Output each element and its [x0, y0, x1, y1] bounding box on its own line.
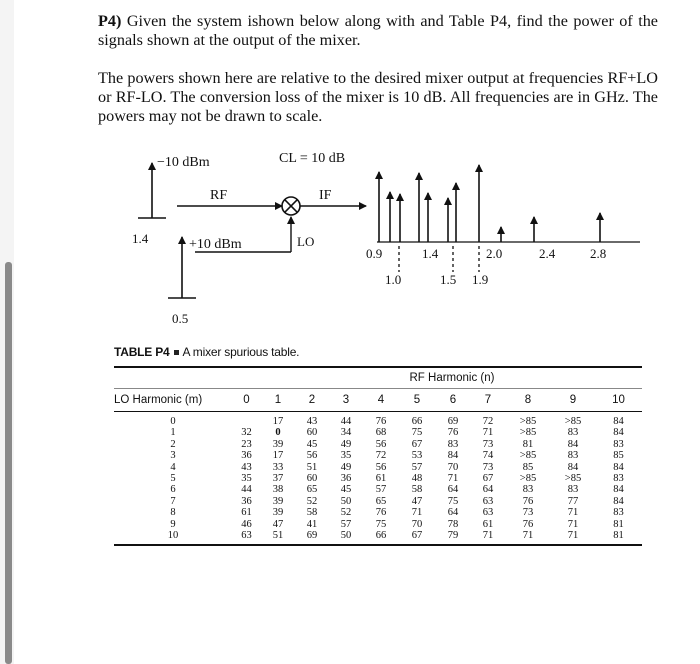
- freq-label-top: 2.0: [486, 246, 503, 261]
- freq-label-top: 2.4: [539, 246, 556, 261]
- table-row: [114, 412, 642, 428]
- spur-value-cell: 71: [471, 530, 505, 545]
- spur-value-cell: 32: [241, 427, 252, 439]
- spur-value-cell: 83: [613, 438, 624, 450]
- lo-harmonic-cell: 6: [170, 484, 176, 496]
- spur-value-cell: 81: [595, 530, 642, 545]
- spur-value-cell: 65: [375, 495, 387, 507]
- spur-value-cell: 57: [411, 461, 423, 473]
- spur-value-cell: 71: [411, 507, 423, 519]
- spur-value-cell: >85: [519, 416, 537, 427]
- rf-harmonic-col-header: 7: [471, 389, 505, 412]
- lo-harmonic-header: LO Harmonic (m): [114, 389, 232, 412]
- spur-value-cell: >85: [519, 473, 537, 485]
- table-row: [114, 427, 642, 438]
- spur-value-cell: 67: [482, 473, 494, 485]
- lo-harmonic-cell: 3: [170, 450, 176, 462]
- rf-harmonic-col-header: 2: [295, 389, 329, 412]
- spur-value-cell: 53: [411, 450, 423, 462]
- spur-value-cell: 77: [567, 495, 579, 507]
- rf-harmonic-col-header: 8: [505, 389, 551, 412]
- lo-source: [168, 237, 242, 326]
- lo-harmonic-cell: 5: [170, 473, 176, 485]
- spur-value-cell: 73: [482, 461, 494, 473]
- rf-harmonic-col-header: 1: [261, 389, 295, 412]
- lo-harmonic-cell: 7: [170, 495, 176, 507]
- spur-value-cell: 17: [272, 450, 284, 462]
- spur-value-cell: 36: [340, 473, 352, 485]
- rf-power-label: −10 dBm: [157, 155, 210, 170]
- spur-value-cell: 44: [340, 416, 352, 427]
- rf-harmonic-col-header: 4: [363, 389, 399, 412]
- spur-value-cell: [232, 412, 261, 428]
- spur-value-cell: 81: [613, 518, 624, 530]
- spur-value-cell: 68: [375, 427, 387, 439]
- table-row: [114, 496, 642, 507]
- spur-value-cell: 44: [241, 484, 252, 496]
- spur-value-cell: 72: [375, 450, 387, 462]
- spur-value-cell: 34: [340, 427, 352, 439]
- rf-freq-label: 1.4: [132, 231, 149, 246]
- spur-value-cell: 72: [482, 416, 494, 427]
- spur-value-cell: 83: [613, 473, 624, 485]
- spur-value-cell: 83: [447, 438, 459, 450]
- spur-value-cell: 23: [241, 438, 252, 450]
- spur-value-cell: 50: [329, 530, 363, 545]
- spur-value-cell: 84: [447, 450, 459, 462]
- spur-value-cell: 69: [447, 416, 459, 427]
- mixer-spurious-table: [114, 366, 642, 546]
- spur-value-cell: 39: [272, 495, 284, 507]
- freq-label-top: 0.9: [366, 246, 383, 261]
- spur-value-cell: 67: [399, 530, 435, 545]
- spur-value-cell: 74: [482, 450, 494, 462]
- spur-value-cell: 61: [241, 507, 252, 519]
- freq-label-top: 1.4: [422, 246, 439, 261]
- spur-value-cell: 43: [241, 461, 252, 473]
- table-row: [114, 439, 642, 450]
- spur-value-cell: 56: [375, 438, 387, 450]
- spur-value-cell: 83: [567, 450, 579, 462]
- spur-value-cell: 76: [522, 518, 534, 530]
- spur-value-cell: 75: [375, 518, 387, 530]
- spur-value-cell: 45: [340, 484, 352, 496]
- mixer-symbol: [282, 197, 300, 215]
- spur-value-cell: 50: [340, 495, 352, 507]
- spur-value-cell: 58: [411, 484, 423, 496]
- rf-harmonic-header: RF Harmonic (n): [232, 367, 642, 389]
- spur-value-cell: 73: [482, 438, 494, 450]
- spur-value-cell: 0: [275, 427, 281, 439]
- freq-label-bottom: 1.9: [472, 272, 489, 287]
- spur-value-cell: 83: [567, 427, 579, 439]
- spur-value-cell: 85: [522, 461, 534, 473]
- spur-value-cell: 66: [411, 416, 423, 427]
- spur-value-cell: 71: [447, 473, 459, 485]
- rf-harmonic-col-header: 0: [232, 389, 261, 412]
- spur-value-cell: 41: [306, 518, 318, 530]
- spur-value-cell: 67: [411, 438, 423, 450]
- lo-power-label: +10 dBm: [189, 237, 242, 252]
- spur-value-cell: >85: [564, 473, 582, 485]
- spur-value-cell: >85: [519, 450, 537, 462]
- lo-harmonic-cell: 0: [170, 416, 176, 427]
- if-port-label: IF: [319, 188, 332, 203]
- spur-value-cell: 47: [272, 518, 284, 530]
- lo-harmonic-cell: 8: [170, 507, 176, 519]
- spur-value-cell: 71: [505, 530, 551, 545]
- spur-value-cell: 52: [306, 495, 318, 507]
- spur-value-cell: 69: [295, 530, 329, 545]
- freq-label-top: 2.8: [590, 246, 607, 261]
- rf-source: [132, 155, 210, 246]
- spur-value-cell: 84: [613, 484, 624, 496]
- spur-value-cell: 51: [261, 530, 295, 545]
- spur-value-cell: 81: [522, 438, 534, 450]
- rf-harmonic-col-header: 5: [399, 389, 435, 412]
- spur-value-cell: 84: [613, 427, 624, 439]
- table-row: [114, 462, 642, 473]
- table-caption: [114, 345, 299, 359]
- spur-value-cell: 61: [375, 473, 387, 485]
- lo-harmonic-cell: 2: [170, 438, 176, 450]
- problem-text: Given the system ishown below along with and Table P4, find the power of the signals shown at the output of the mixer.: [98, 12, 658, 49]
- spur-value-cell: 46: [241, 518, 252, 530]
- spur-value-cell: 52: [340, 507, 352, 519]
- spur-value-cell: 38: [272, 484, 284, 496]
- spur-value-cell: 37: [272, 473, 284, 485]
- spur-value-cell: 56: [306, 450, 318, 462]
- spur-value-cell: 39: [272, 507, 284, 519]
- spur-value-cell: 45: [306, 438, 318, 450]
- spur-value-cell: 63: [482, 507, 494, 519]
- conversion-loss-label: CL = 10 dB: [279, 151, 346, 166]
- spur-value-cell: 75: [411, 427, 423, 439]
- spur-value-cell: 84: [567, 438, 579, 450]
- spur-value-cell: 65: [306, 484, 318, 496]
- spur-value-cell: 64: [447, 484, 459, 496]
- spur-value-cell: 83: [613, 507, 624, 519]
- spur-value-cell: 71: [551, 530, 595, 545]
- spur-value-cell: 48: [411, 473, 423, 485]
- spur-value-cell: 71: [482, 427, 494, 439]
- table-row: [114, 484, 642, 495]
- spur-value-cell: 84: [613, 416, 624, 427]
- spur-value-cell: 49: [340, 438, 352, 450]
- spur-value-cell: 39: [272, 438, 284, 450]
- document-page: [14, 0, 700, 664]
- lo-port-label: LO: [297, 234, 315, 249]
- spur-value-cell: 76: [375, 416, 387, 427]
- table-row: [114, 530, 642, 545]
- spur-value-cell: 63: [482, 495, 494, 507]
- spur-value-cell: 35: [340, 450, 352, 462]
- spur-value-cell: 47: [411, 495, 423, 507]
- spur-value-cell: 76: [522, 495, 534, 507]
- spur-value-cell: 49: [340, 461, 352, 473]
- rf-harmonic-col-header: 10: [595, 389, 642, 412]
- spur-value-cell: >85: [564, 416, 582, 427]
- system-diagram: [14, 0, 700, 340]
- output-spectrum: [366, 165, 640, 287]
- spur-value-cell: 70: [447, 461, 459, 473]
- spur-value-cell: 66: [363, 530, 399, 545]
- spur-value-cell: 76: [447, 427, 459, 439]
- spur-value-cell: 36: [241, 495, 252, 507]
- spur-value-cell: 84: [613, 461, 624, 473]
- spur-value-cell: 75: [447, 495, 459, 507]
- spur-value-cell: 17: [272, 416, 284, 427]
- lo-harmonic-cell: 1: [170, 427, 176, 439]
- spur-value-cell: 64: [482, 484, 494, 496]
- spur-value-cell: 79: [435, 530, 471, 545]
- spur-value-cell: 84: [613, 495, 624, 507]
- scrollbar[interactable]: [5, 262, 12, 664]
- spur-value-cell: 73: [522, 507, 534, 519]
- freq-label-bottom: 1.5: [440, 272, 457, 287]
- table-caption-label: TABLE P4: [114, 345, 170, 359]
- spur-value-cell: 63: [232, 530, 261, 545]
- lo-harmonic-cell: 9: [170, 518, 176, 530]
- spur-value-cell: 51: [306, 461, 318, 473]
- spur-value-cell: 78: [447, 518, 459, 530]
- spur-value-cell: 60: [306, 427, 318, 439]
- spur-value-cell: 61: [482, 518, 494, 530]
- spur-value-cell: 84: [567, 461, 579, 473]
- lo-harmonic-cell: 4: [170, 461, 176, 473]
- spur-value-cell: 57: [340, 518, 352, 530]
- table-row: [114, 519, 642, 530]
- spur-value-cell: 43: [306, 416, 318, 427]
- spur-value-cell: 60: [306, 473, 318, 485]
- spur-value-cell: 76: [375, 507, 387, 519]
- table-row: [114, 473, 642, 484]
- spur-value-cell: >85: [519, 427, 537, 439]
- spur-value-cell: 35: [241, 473, 252, 485]
- spur-value-cell: 64: [447, 507, 459, 519]
- spur-value-cell: 83: [522, 484, 534, 496]
- problem-label: P4): [98, 12, 122, 30]
- spur-value-cell: 71: [567, 518, 579, 530]
- table-row: [114, 450, 642, 461]
- spur-value-cell: 57: [375, 484, 387, 496]
- spur-value-cell: 56: [375, 461, 387, 473]
- freq-label-bottom: 1.0: [385, 272, 402, 287]
- table-body: [114, 412, 642, 546]
- spur-value-cell: 33: [272, 461, 284, 473]
- spur-value-cell: 58: [306, 507, 318, 519]
- spur-value-cell: 85: [613, 450, 624, 462]
- spur-value-cell: 83: [567, 484, 579, 496]
- problem-details: The powers shown here are relative to the desired mixer output at frequencies RF+LO or RF-LO. The conversion loss of the mixer is 10 dB. All frequencies are in GHz. The powers may not be drawn to scale.: [98, 69, 658, 125]
- rf-port-label: RF: [210, 188, 228, 203]
- lo-harmonic-cell: 10: [114, 530, 232, 545]
- rf-harmonic-col-header: 3: [329, 389, 363, 412]
- spur-value-cell: 36: [241, 450, 252, 462]
- lo-freq-label: 0.5: [172, 311, 189, 326]
- spur-value-cell: 70: [411, 518, 423, 530]
- table-row: [114, 507, 642, 518]
- rf-harmonic-col-header: 6: [435, 389, 471, 412]
- rf-harmonic-col-header: 9: [551, 389, 595, 412]
- spur-value-cell: 71: [567, 507, 579, 519]
- table-caption-text: A mixer spurious table.: [182, 345, 300, 359]
